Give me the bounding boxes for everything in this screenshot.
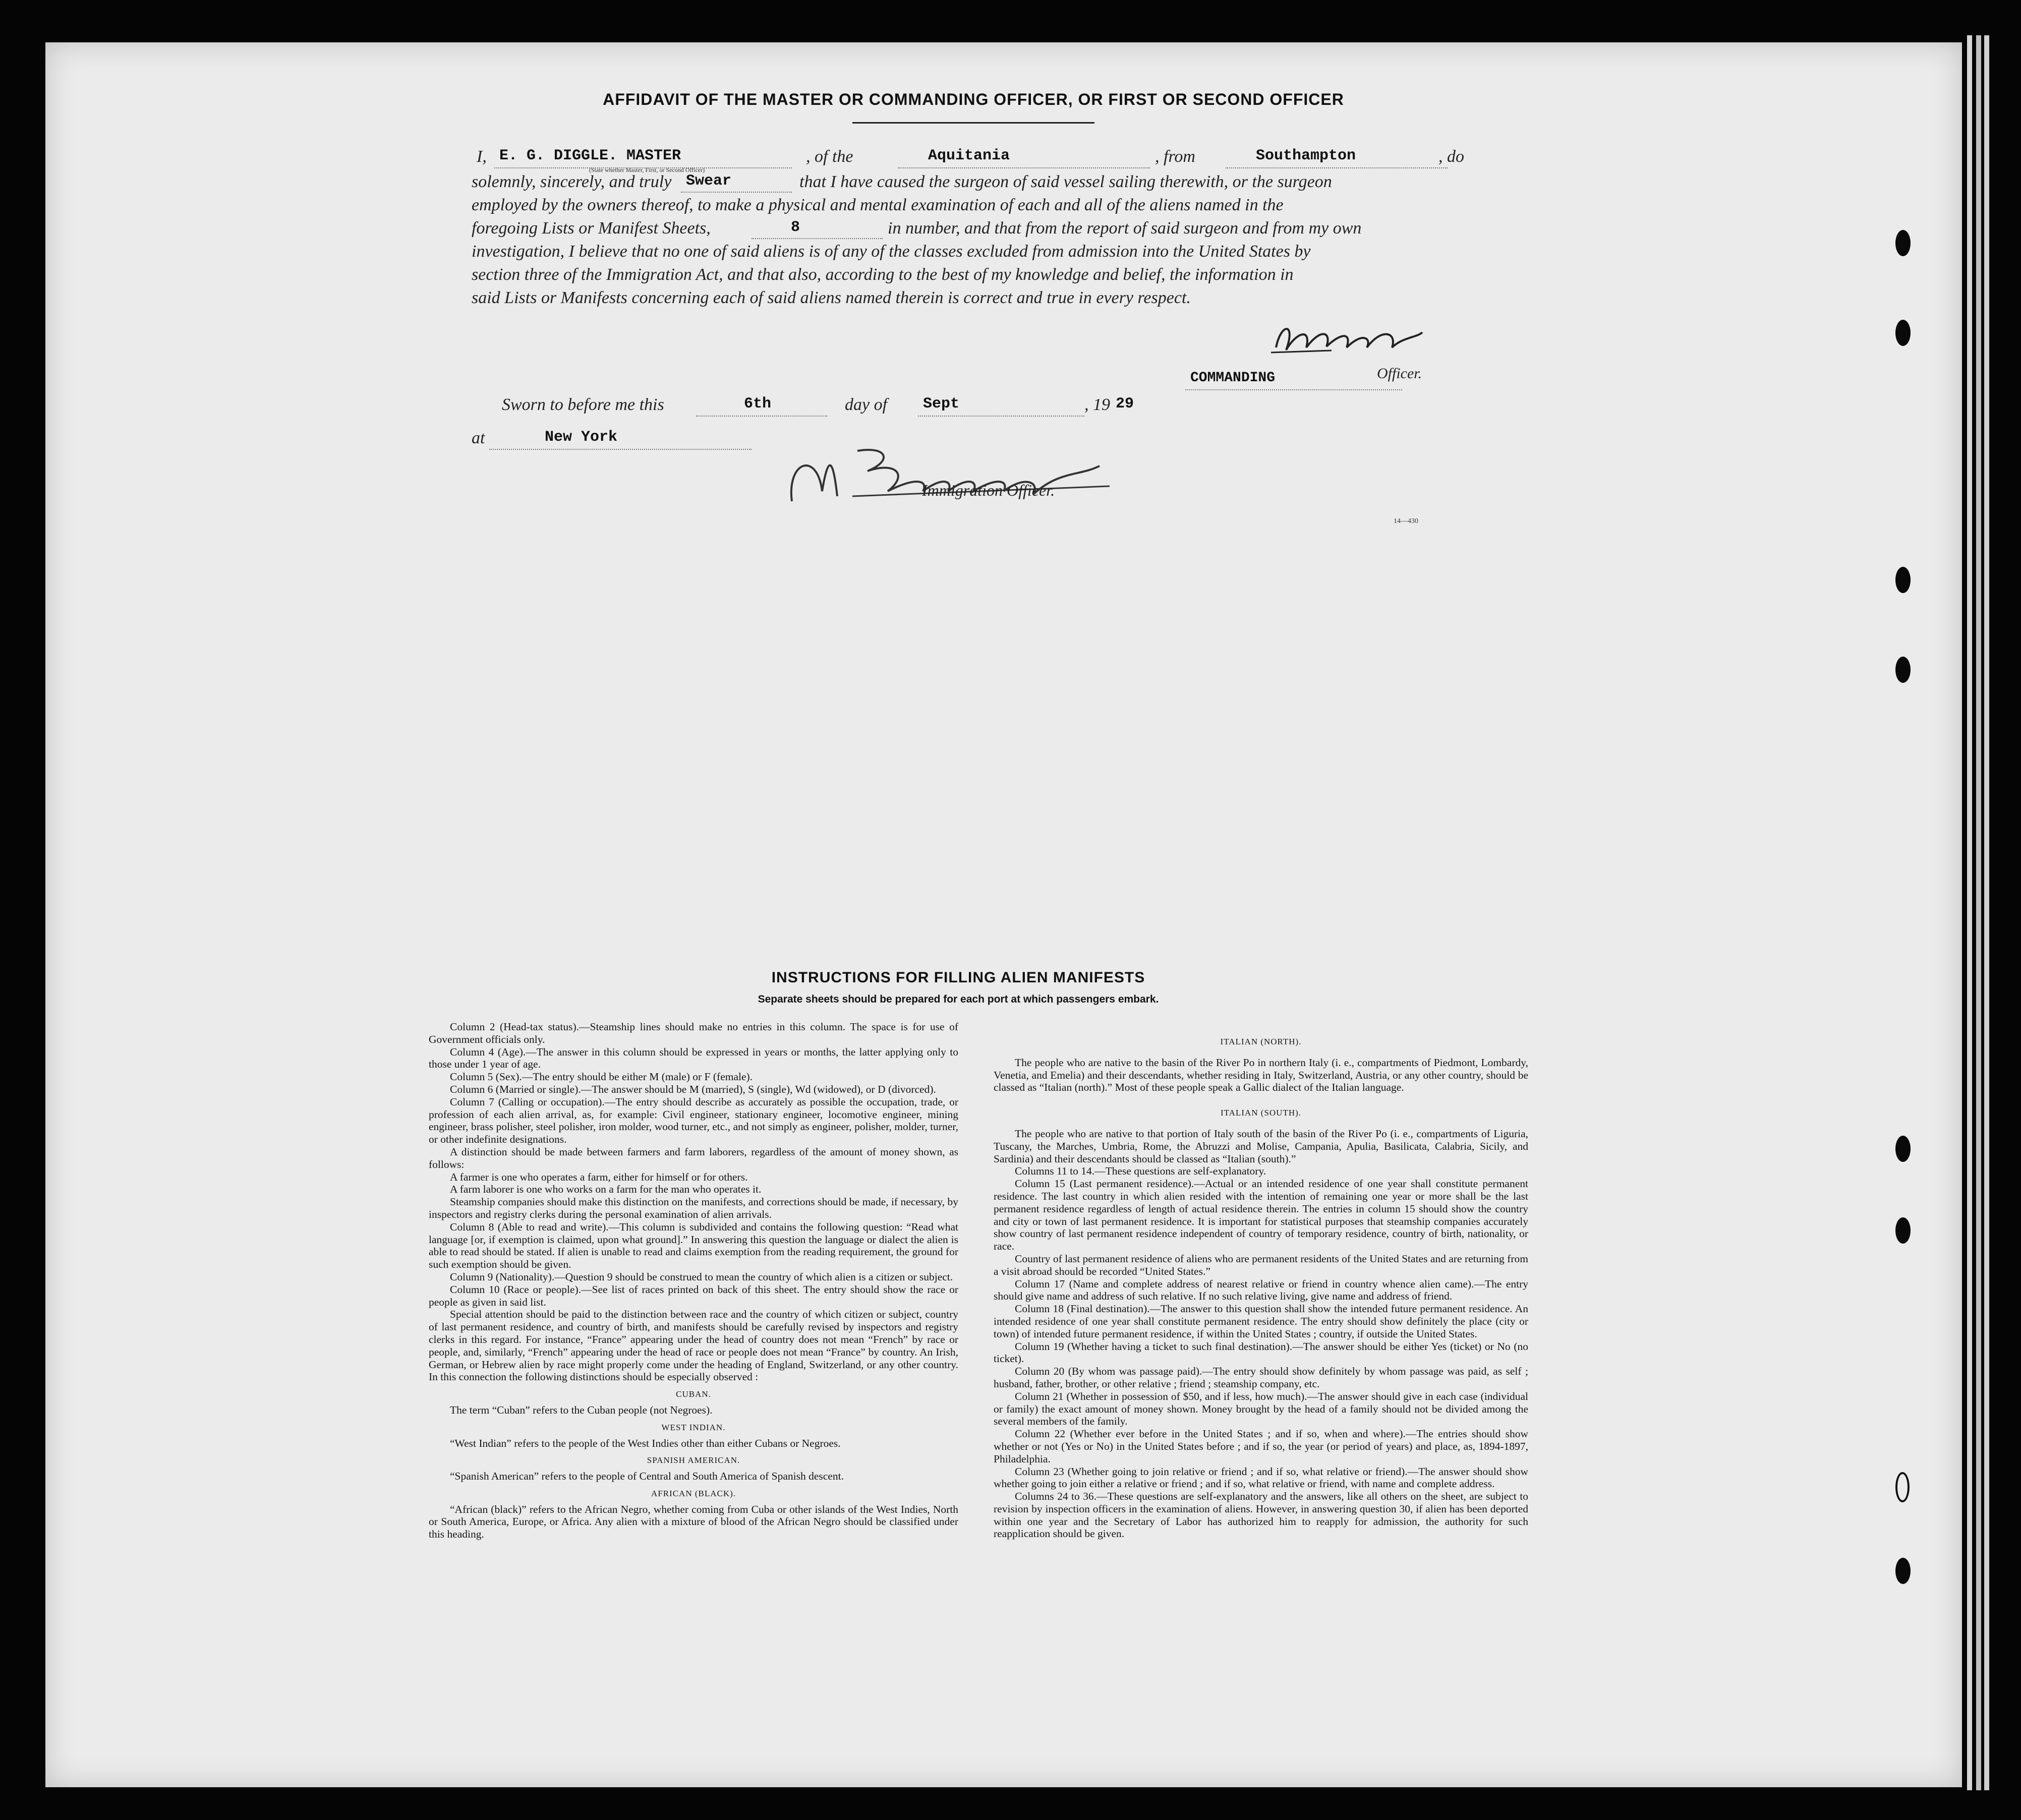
instruction-paragraph: A farmer is one who operates a farm, either for himself or for others.: [450, 1170, 748, 1183]
affidavit-line2-pre: solemnly, sincerely, and truly: [472, 172, 672, 191]
instruction-paragraph: Column 2 (Head-tax status).—Steamship lines should make no entries in this column. The space is for use of Government officials only.: [429, 1021, 958, 1045]
officer-line: [1185, 389, 1402, 390]
affidavit-line2-post: that I have caused the surgeon of said vessel sailing therewith, or the surgeon: [799, 172, 1332, 191]
year-prefix: , 19: [1084, 395, 1110, 414]
instruction-paragraph: A distinction should be made between farmers and farm laborers, regardless of the amount of money shown, as follows:: [429, 1145, 958, 1170]
affidavit-line7: said Lists or Manifests concerning each of said aliens named therein is correct and true in every respect.: [472, 288, 1191, 307]
binder-hole: [1895, 567, 1911, 593]
vessel-name: Aquitania: [928, 147, 1010, 164]
sworn-month: Sept: [923, 395, 960, 413]
master-signature: [1266, 312, 1432, 363]
sworn-day: 6th: [744, 395, 772, 413]
instruction-paragraph: Columns 24 to 36.—These questions are self-explanatory and the answers, like all others on the sheet, are subject to revision by inspection officers in the examination of aliens. However, in answering question 30, if alien has been deported within one year and the Secretary of Labor has authorized him to reapply for admission, the authority for such reapplication should be given.: [994, 1490, 1528, 1540]
instruction-paragraph: Country of last permanent residence of aliens who are permanent residents of the United States and are returning from a visit abroad should be recorded “United States.”: [994, 1252, 1528, 1277]
sworn-year: 29: [1116, 395, 1134, 413]
title-underline: [852, 122, 1094, 124]
instructions-title: INSTRUCTIONS FOR FILLING ALIEN MANIFESTS: [771, 969, 1145, 986]
instruction-paragraph: Column 10 (Race or people).—See list of races printed on back of this sheet. The entry should show the race or people as given in said list.: [429, 1283, 958, 1308]
from-label: , from: [1155, 147, 1195, 166]
sheets-line: [752, 238, 883, 239]
page-edge: [1984, 35, 1989, 1790]
instruction-paragraph: Column 8 (Able to read and write).—This column is subdivided and contains the following question: “Read what language [or, if exemption is claimed, upon what ground].” In answering this question the language or dialect the alien is able to read should be stated. If alien is unable to read and claims exemption from the reading requirement, the ground for such exemption should be given.: [429, 1220, 958, 1271]
sworn-label: Sworn to before me this: [502, 395, 664, 414]
page-edge: [1976, 35, 1981, 1790]
instruction-paragraph: Column 18 (Final destination).—The answer to this question shall show the intended future permanent residence. An intended residence of one year shall constitute permanent residence. The entry should show definitely the place (city or town) of intended future permanent residence, if within the United States ; country, if outside the United States.: [994, 1303, 1528, 1340]
section-heading-african: AFRICAN (BLACK).: [651, 1488, 736, 1498]
binder-hole: [1895, 1217, 1911, 1244]
officer-rank: COMMANDING: [1190, 370, 1276, 386]
sworn-place: New York: [545, 429, 618, 446]
section-heading-italian-north: ITALIAN (NORTH).: [1220, 1037, 1302, 1046]
page-edge: [1967, 35, 1972, 1790]
affidavit-line4-post: in number, and that from the report of said surgeon and from my own: [888, 219, 1362, 238]
affidavit-i: I,: [477, 147, 487, 166]
binder-hole: [1895, 1472, 1910, 1502]
affidavit-line5: investigation, I believe that no one of said aliens is of any of the classes excluded from admission into the United States by: [472, 242, 1311, 261]
month-line: [918, 416, 1084, 417]
section-heading-italian-south: ITALIAN (SOUTH).: [1220, 1108, 1302, 1118]
officer-label: Officer.: [1377, 365, 1422, 382]
instruction-paragraph: Column 7 (Calling or occupation).—The entry should describe as accurately as possible the occupation, trade, or profession of each alien arrival, as, for example: Civil engineer, stationary engineer, locomotive engineer, mining engineer, brass polisher, steel polisher, iron molder, wood turner, etc., and not simply as engineer, polisher, molder, turner, or other indefinite designations.: [429, 1095, 958, 1146]
instruction-paragraph: The people who are native to the basin of the River Po in northern Italy (i. e., compartments of Piedmont, Lombardy, Venetia, and Emelia) and their descendants, whether residing in Italy, Switzerland, Austria, or any other country, should be classed as “Italian (north).” Most of these people speak a Gallic dialect of the Italian language.: [994, 1056, 1528, 1094]
instruction-paragraph: “West Indian” refers to the people of the West Indies other than either Cubans or Negroes.: [450, 1437, 841, 1449]
instruction-paragraph: The term “Cuban” refers to the Cuban people (not Negroes).: [450, 1403, 713, 1416]
affidavit-title: AFFIDAVIT OF THE MASTER OR COMMANDING OFFICER, OR FIRST OR SECOND OFFICER: [603, 90, 1344, 108]
sheet-count: 8: [791, 219, 800, 236]
instruction-paragraph: Column 21 (Whether in possession of $50, and if less, how much).—The answer should give in each case (individual or family) the exact amount of money shown. Money brought by the head of a family should not be divided among the several members of the family.: [994, 1390, 1528, 1428]
instruction-paragraph: Column 17 (Name and complete address of nearest relative or friend in country whence alien came).—The entry should give name and address of such relative. If no such relative living, give name and address of friend.: [994, 1277, 1528, 1303]
instructions-subtitle: Separate sheets should be prepared for each port at which passengers embark.: [758, 993, 1159, 1005]
instructions-left-column: [429, 1021, 958, 1541]
instruction-paragraph: A farm laborer is one who works on a farm for the man who operates it.: [450, 1183, 762, 1196]
do-label: , do: [1438, 147, 1464, 166]
oath-line: [681, 192, 792, 193]
oath-word: Swear: [686, 172, 732, 190]
instruction-paragraph: Column 9 (Nationality).—Question 9 should be construed to mean the country of which alien is a citizen or subject.: [450, 1270, 953, 1283]
instruction-paragraph: Steamship companies should make this distinction on the manifests, and corrections should be made, if necessary, by inspectors and registry clerks during the personal examination of alien arrivals.: [429, 1196, 958, 1220]
binder-hole: [1895, 320, 1911, 346]
instruction-paragraph: Special attention should be paid to the distinction between race and the country of which citizen or subject, country of last permanent residence, and country of birth, and manifests should be carefully revised by inspectors and registry clerks in this regard. For instance, “France” appearing under the head of country does not mean “French” by race or people, and, similarly, “French” appearing under the head of race or people does not mean “France” by country. An Irish, German, or Hebrew alien by race might properly come under the heading of England, Switzerland, or any other country. In this connection the following distinctions should be especially observed :: [429, 1308, 958, 1383]
affidavit-line4-pre: foregoing Lists or Manifest Sheets,: [472, 219, 711, 238]
instruction-paragraph: Column 22 (Whether ever before in the United States ; and if so, when and where).—The entries should show whether or not (Yes or No) in the United States before ; and if so, the year (or period of years) and place, as, 1894-1897, Philadelphia.: [994, 1428, 1528, 1465]
section-heading-west-indian: WEST INDIAN.: [661, 1422, 726, 1432]
instruction-paragraph: Column 23 (Whether going to join relative or friend ; and if so, what relative or friend).—The answer should show whether going to join either a relative or friend ; and if so, what relative or friend, with name and complete address.: [994, 1465, 1528, 1490]
binder-hole: [1895, 1558, 1911, 1584]
master-name: E. G. DIGGLE. MASTER: [499, 147, 681, 164]
form-number: 14—430: [1394, 517, 1418, 525]
instruction-paragraph: Columns 11 to 14.—These questions are self-explanatory.: [1015, 1165, 1266, 1178]
binder-hole: [1895, 1136, 1911, 1162]
document-page: [45, 42, 1962, 1787]
of-the-label: , of the: [806, 147, 853, 166]
instruction-paragraph: Column 4 (Age).—The answer in this column should be expressed in years or months, the latter applying only to those under 1 year of age.: [429, 1045, 958, 1071]
section-heading-spanish-american: SPANISH AMERICAN.: [647, 1455, 740, 1465]
instruction-paragraph: Column 6 (Married or single).—The answer should be M (married), S (single), Wd (widowed), or D (divorced).: [450, 1083, 936, 1095]
immigration-officer-signature: [777, 431, 1130, 516]
instruction-paragraph: Column 5 (Sex).—The entry should be either M (male) or F (female).: [450, 1071, 753, 1083]
departure-port: Southampton: [1256, 147, 1356, 164]
section-heading-cuban: CUBAN.: [676, 1389, 711, 1399]
affidavit-line3: employed by the owners thereof, to make a physical and mental examination of each and all of the aliens named in the: [472, 196, 1284, 214]
instructions-right-column: [994, 1031, 1528, 1540]
instruction-paragraph: Column 19 (Whether having a ticket to such final destination).—The answer should be either Yes (ticket) or No (no ticket).: [994, 1340, 1528, 1365]
instruction-paragraph: “Spanish American” refers to the people of Central and South America of Spanish descent.: [450, 1470, 844, 1483]
day-of-label: day of: [845, 395, 888, 414]
name-caption: (State whether Master, First, or Second Officer): [589, 166, 705, 173]
at-label: at: [472, 429, 485, 447]
instruction-paragraph: Column 20 (By whom was passage paid).—The entry should show definitely by whom passage was paid, as self ; husband, father, brother, or other relative ; friend ; steamship company, etc.: [994, 1365, 1528, 1390]
instruction-paragraph: “African (black)” refers to the African Negro, whether coming from Cuba or other islands of the West Indies, North or South America, Europe, or Africa. Any alien with a mixture of blood of the African Negro should be classified under this heading.: [429, 1503, 958, 1541]
binder-hole: [1895, 230, 1911, 256]
affidavit-line6: section three of the Immigration Act, and that also, according to the best of my knowledge and belief, the information in: [472, 265, 1294, 284]
vessel-line: [898, 167, 1150, 168]
instruction-paragraph: Column 15 (Last permanent residence).—Actual or an intended residence of one year shall constitute permanent residence. The last country in which alien resided with the intention of remaining one year or more shall be the last permanent residence regardless of length of actual residence therein. The entries in column 15 should show the country and city or town of last permanent residence. It is important for statistical purposes that steamship companies accurately show country of last permanent residence independent of country of temporary residence, country of birth, nationality, or race.: [994, 1178, 1528, 1253]
binder-hole: [1895, 657, 1911, 683]
place-line: [489, 449, 752, 450]
immigration-officer-label: Immigration Officer.: [922, 481, 1055, 499]
day-line: [696, 416, 827, 417]
instruction-paragraph: The people who are native to that portion of Italy south of the basin of the River Po (i. e., compartments of Liguria, Tuscany, the Marches, Umbria, Rome, the Abruzzi and Molise, Campania, Apulia, Basilicata, Calabria, Sicily, and Sardinia) and their descendants should be classed as “Italian (south).”: [994, 1127, 1528, 1165]
port-line: [1226, 167, 1448, 168]
